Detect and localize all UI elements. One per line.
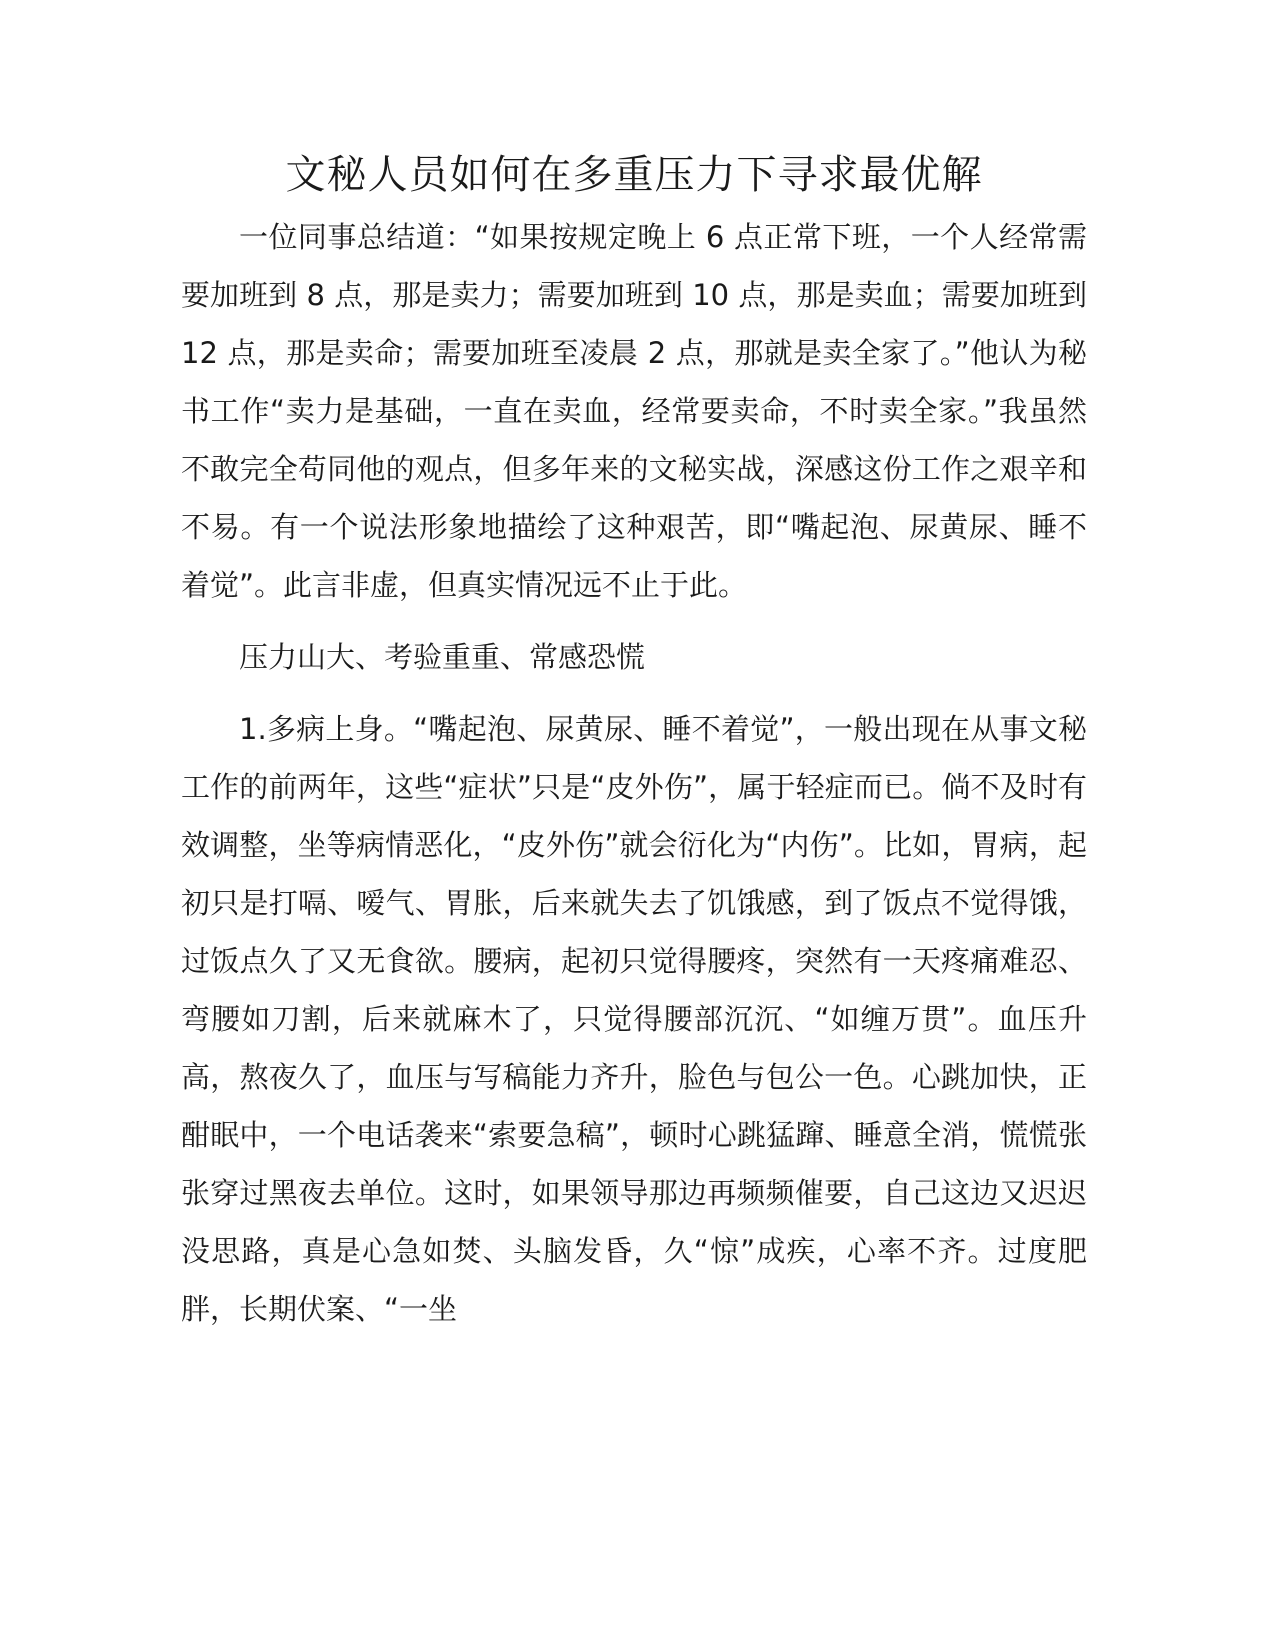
document-title: 文秘人员如何在多重压力下寻求最优解 bbox=[285, 152, 983, 198]
section-heading: 压力山大、考验重重、常感恐慌 bbox=[239, 640, 646, 674]
paragraph-intro: 一位同事总结道：“如果按规定晚上 6 点正常下班，一个人经常需要加班到 8 点，那是卖力；需要加班到 10 点，那是卖血；需要加班到 12 点，那是卖命；需要加班至凌晨 2 点，那就是卖全家了。”他认为秘书工作“卖力是基础，一直在卖血，经常要卖命，不时卖全家。”我虽然不敢完全苟同他的观点，但多年来的文秘实战，深感这份工作之艰辛和不易。有一个说法形象地描绘了这种艰苦，即“嘴起泡、尿黄尿、睡不着觉”。此言非虚，但真实情况远不止于此。 bbox=[181, 220, 1087, 602]
paragraph-illness: 1.多病上身。“嘴起泡、尿黄尿、睡不着觉”，一般出现在从事文秘工作的前两年，这些“症状”只是“皮外伤”，属于轻症而已。倘不及时有效调整，坐等病情恶化，“皮外伤”就会衍化为“内伤”。比如，胃病，起初只是打嗝、嗳气、胃胀，后来就失去了饥饿感，到了饭点不觉得饿，过饭点久了又无食欲。腰病，起初只觉得腰疼，突然有一天疼痛难忍、弯腰如刀割，后来就麻木了，只觉得腰部沉沉、“如缠万贯”。血压升高，熬夜久了，血压与写稿能力齐升，脸色与包公一色。心跳加快，正酣眠中，一个电话袭来“索要急稿”，顿时心跳猛蹿、睡意全消，慌慌张张穿过黑夜去单位。这时，如果领导那边再频频催要，自己这边又迟迟没思路，真是心急如焚、头脑发昏，久“惊”成疾，心率不齐。过度肥胖，长期伏案、“一坐 bbox=[181, 712, 1087, 1326]
document-page bbox=[181, 146, 1087, 1352]
